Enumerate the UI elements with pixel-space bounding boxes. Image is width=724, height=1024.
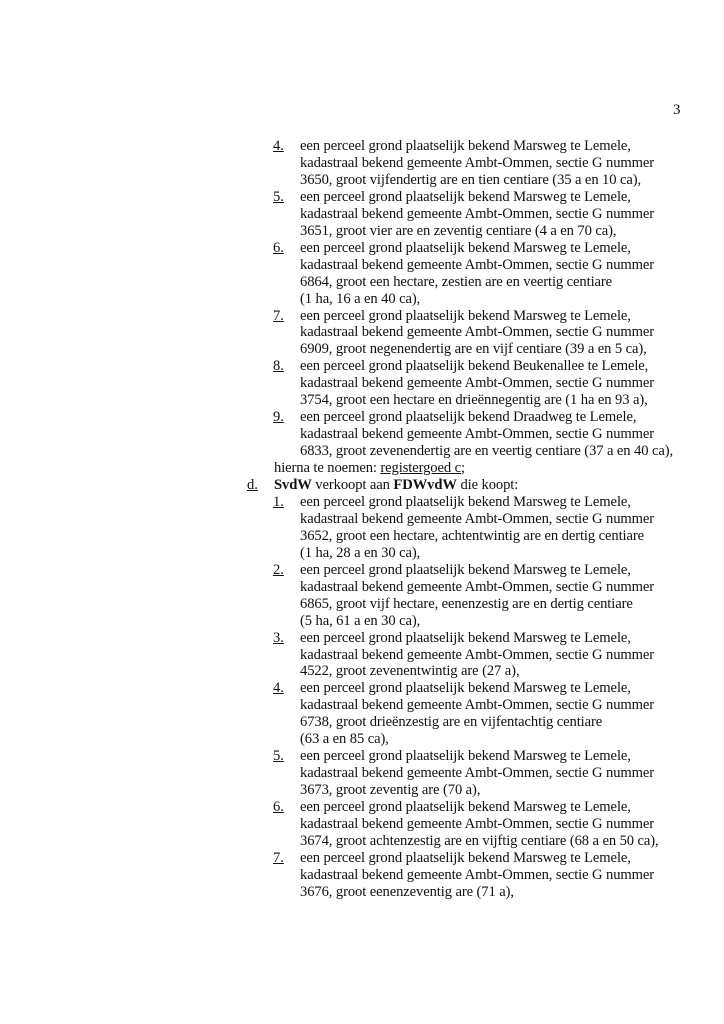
page-number: 3	[673, 102, 681, 118]
registergoed-d-item-number: 6.	[273, 799, 284, 816]
registergoed-c-item-text-line: een perceel grond plaatselijk bekend Marsweg te Lemele,	[300, 138, 631, 154]
registergoed-d-item-text-line: kadastraal bekend gemeente Ambt-Ommen, sectie G nummer	[300, 866, 655, 883]
registergoed-d-item-text-line: kadastraal bekend gemeente Ambt-Ommen, sectie G nummer	[300, 697, 655, 714]
registergoed-d-item-number: 3.	[273, 629, 284, 646]
registergoed-d-item-text-line: 6738, groot drieënzestig are en vijfentachtig centiare	[300, 714, 603, 731]
registergoed-d-item-text-line: 6865, groot vijf hectare, eenenzestig are en dertig centiare	[300, 595, 633, 612]
registergoed-c-item-text-line: 6909, groot negenendertig are en vijf centiare (39 a en 5 ca),	[300, 341, 647, 358]
registergoed-c-item-number: 4.	[273, 138, 284, 154]
registergoed-d-item-text-line: een perceel grond plaatselijk bekend Marsweg te Lemele,	[300, 629, 631, 646]
registergoed-c-item-text-line: 3651, groot vier are en zeventig centiare (4 a en 70 ca),	[300, 222, 617, 239]
registergoed-c-item-text-line: 3754, groot een hectare en drieënnegentig are (1 ha en 93 a),	[300, 392, 648, 409]
registergoed-c-item-number: 8.	[273, 358, 284, 375]
heading-middle: verkoopt aan	[311, 477, 394, 493]
registergoed-c-item-text-line: kadastraal bekend gemeente Ambt-Ommen, sectie G nummer	[300, 154, 655, 171]
registergoed-c-item-text-line: een perceel grond plaatselijk bekend Marsweg te Lemele,	[300, 188, 631, 205]
heading-end: die koopt:	[456, 477, 519, 493]
registergoed-d-item-text-line: 3673, groot zeventig are (70 a),	[300, 782, 481, 799]
registergoed-d-item-text-line: (63 a en 85 ca),	[300, 731, 389, 748]
registergoed-c-item-text-line: een perceel grond plaatselijk bekend Marsweg te Lemele,	[300, 239, 631, 256]
registergoed-c-item-number: 7.	[273, 307, 284, 324]
registergoed-d-item-text-line: een perceel grond plaatselijk bekend Marsweg te Lemele,	[300, 849, 631, 866]
registergoed-c-item-number: 6.	[273, 239, 284, 256]
section-d-heading	[274, 477, 518, 494]
registergoed-c-item-text-line: een perceel grond plaatselijk bekend Draadweg te Lemele,	[300, 409, 637, 426]
registergoed-d-item-text-line: een perceel grond plaatselijk bekend Marsweg te Lemele,	[300, 493, 631, 510]
registergoed-c-item-text-line: 6833, groot zevenendertig are en veertig centiare (37 a en 40 ca),	[300, 443, 674, 460]
registergoed-d-item-number: 4.	[273, 680, 284, 697]
registergoed-c-item-text-line: 3650, groot vijfendertig are en tien centiare (35 a en 10 ca),	[300, 171, 642, 188]
registergoed-d-item-text-line: een perceel grond plaatselijk bekend Marsweg te Lemele,	[300, 748, 631, 765]
registergoed-d-item-text-line: 3652, groot een hectare, achtentwintig are en dertig centiare	[300, 527, 644, 544]
closing-suffix: ;	[461, 460, 465, 477]
registergoed-d-item-text-line: kadastraal bekend gemeente Ambt-Ommen, sectie G nummer	[300, 646, 655, 663]
closing-term: registergoed c	[380, 460, 461, 477]
registergoed-c-item-text-line: kadastraal bekend gemeente Ambt-Ommen, sectie G nummer	[300, 205, 655, 222]
registergoed-c-item-text-line: kadastraal bekend gemeente Ambt-Ommen, sectie G nummer	[300, 375, 655, 392]
registergoed-d-item-text-line: (5 ha, 61 a en 30 ca),	[300, 612, 421, 629]
registergoed-d-item-number: 7.	[273, 849, 284, 866]
registergoed-d-item-text-line: een perceel grond plaatselijk bekend Marsweg te Lemele,	[300, 799, 631, 816]
registergoed-c-item-text-line: 6864, groot een hectare, zestien are en veertig centiare	[300, 273, 613, 290]
registergoed-c-item-number: 9.	[273, 409, 284, 426]
registergoed-c-item-text-line: kadastraal bekend gemeente Ambt-Ommen, sectie G nummer	[300, 256, 655, 273]
registergoed-d-item-text-line: een perceel grond plaatselijk bekend Marsweg te Lemele,	[300, 561, 631, 578]
registergoed-c-closing	[274, 460, 465, 477]
registergoed-d-item-number: 2.	[273, 561, 284, 578]
registergoed-d-item-text-line: 3674, groot achtenzestig are en vijftig centiare (68 a en 50 ca),	[300, 832, 659, 849]
section-letter-d: d.	[247, 477, 258, 493]
seller-name: SvdW	[274, 477, 312, 493]
registergoed-c-item-text-line: een perceel grond plaatselijk bekend Marsweg te Lemele,	[300, 307, 631, 324]
registergoed-c-item-text-line: een perceel grond plaatselijk bekend Beukenallee te Lemele,	[300, 358, 649, 375]
registergoed-c-item-text-line: kadastraal bekend gemeente Ambt-Ommen, sectie G nummer	[300, 426, 655, 443]
registergoed-d-item-number: 5.	[273, 748, 284, 765]
registergoed-d-item-text-line: 3676, groot eenenzeventig are (71 a),	[300, 883, 514, 900]
registergoed-c-item-text-line: kadastraal bekend gemeente Ambt-Ommen, sectie G nummer	[300, 324, 655, 341]
registergoed-d-item-text-line: kadastraal bekend gemeente Ambt-Ommen, sectie G nummer	[300, 765, 655, 782]
registergoed-d-item-text-line: kadastraal bekend gemeente Ambt-Ommen, sectie G nummer	[300, 510, 655, 527]
registergoed-c-item-number: 5.	[273, 188, 284, 205]
registergoed-c-item-text-line: (1 ha, 16 a en 40 ca),	[300, 290, 421, 307]
registergoed-d-item-text-line: kadastraal bekend gemeente Ambt-Ommen, sectie G nummer	[300, 578, 655, 595]
registergoed-d-item-number: 1.	[273, 493, 284, 510]
registergoed-d-item-text-line: een perceel grond plaatselijk bekend Marsweg te Lemele,	[300, 680, 631, 697]
closing-prefix: hierna te noemen:	[274, 460, 381, 477]
registergoed-d-item-text-line: kadastraal bekend gemeente Ambt-Ommen, sectie G nummer	[300, 816, 655, 832]
registergoed-d-item-text-line: (1 ha, 28 a en 30 ca),	[300, 544, 421, 561]
registergoed-d-item-text-line: 4522, groot zevenentwintig are (27 a),	[300, 663, 520, 680]
buyer-name: FDWvdW	[393, 477, 457, 493]
